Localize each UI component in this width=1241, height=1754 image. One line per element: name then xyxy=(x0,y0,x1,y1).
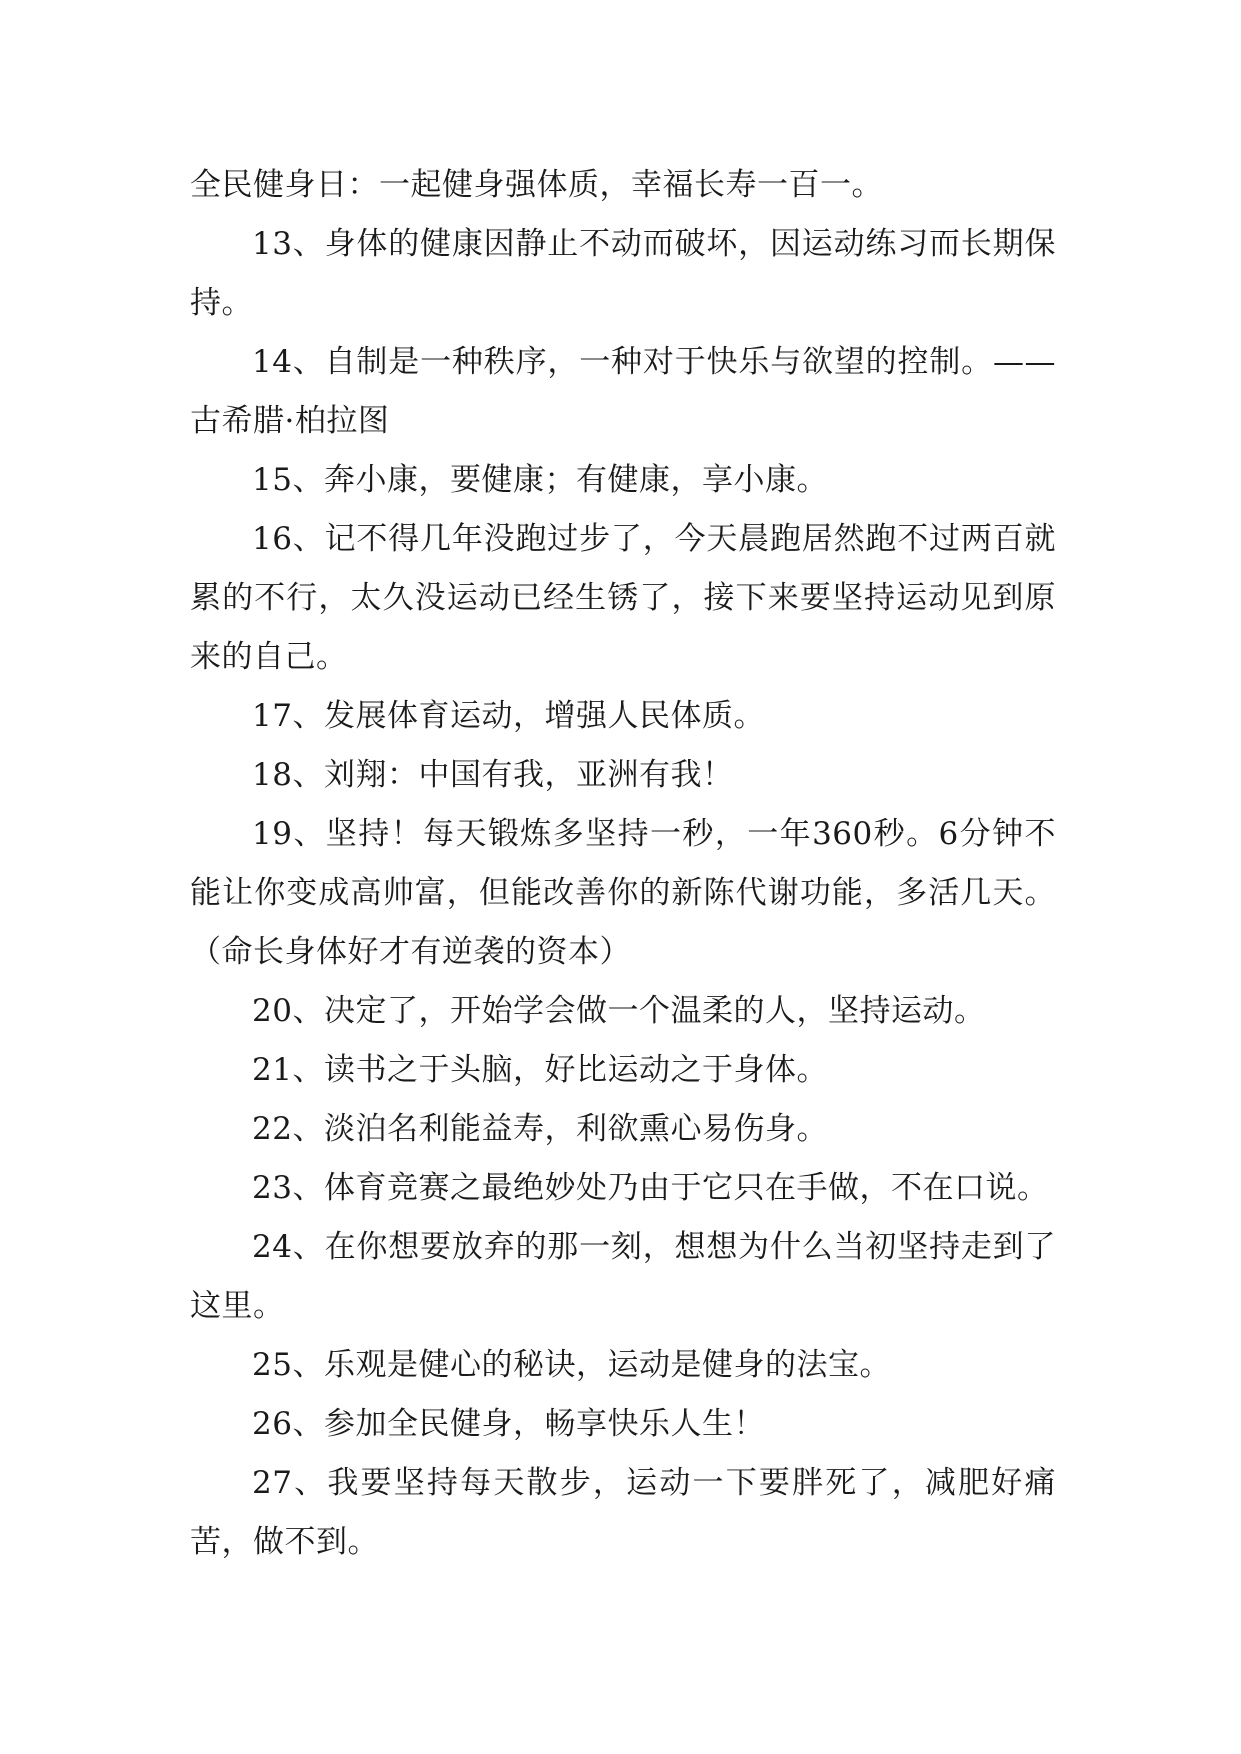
paragraph: 17、发展体育运动，增强人民体质。 xyxy=(252,698,765,734)
paragraph: 16、记不得几年没跑过步了，今天晨跑居然跑不过两百就累的不行，太久没运动已经生锈了，接下来要坚持运动见到原来的自己。 xyxy=(190,521,1056,675)
paragraph: 19、坚持！每天锻炼多坚持一秒，一年360秒。6分钟不能让你变成高帅富，但能改善你的新陈代谢功能，多活几天。（命长身体好才有逆袭的资本） xyxy=(190,816,1056,970)
paragraph: 全民健身日：一起健身强体质，幸福长寿一百一。 xyxy=(190,167,883,203)
paragraph: 21、读书之于头脑，好比运动之于身体。 xyxy=(252,1052,828,1088)
paragraph: 20、决定了，开始学会做一个温柔的人，坚持运动。 xyxy=(252,993,986,1029)
paragraph: 27、我要坚持每天散步，运动一下要胖死了，减肥好痛苦，做不到。 xyxy=(190,1465,1056,1560)
paragraph: 22、淡泊名利能益寿，利欲熏心易伤身。 xyxy=(252,1111,828,1147)
paragraph: 14、自制是一种秩序，一种对于快乐与欲望的控制。——古希腊·柏拉图 xyxy=(190,344,1056,439)
paragraph: 26、参加全民健身，畅享快乐人生！ xyxy=(252,1406,765,1442)
paragraph: 18、刘翔：中国有我，亚洲有我！ xyxy=(252,757,734,793)
paragraph: 23、体育竞赛之最绝妙处乃由于它只在手做，不在口说。 xyxy=(252,1170,1049,1206)
paragraph: 15、奔小康，要健康；有健康，享小康。 xyxy=(252,462,828,498)
paragraph: 13、身体的健康因静止不动而破坏，因运动练习而长期保持。 xyxy=(190,226,1056,321)
paragraph: 24、在你想要放弃的那一刻，想想为什么当初坚持走到了这里。 xyxy=(190,1229,1056,1324)
document-body xyxy=(190,156,1056,1572)
paragraph: 25、乐观是健心的秘诀，运动是健身的法宝。 xyxy=(252,1347,891,1383)
